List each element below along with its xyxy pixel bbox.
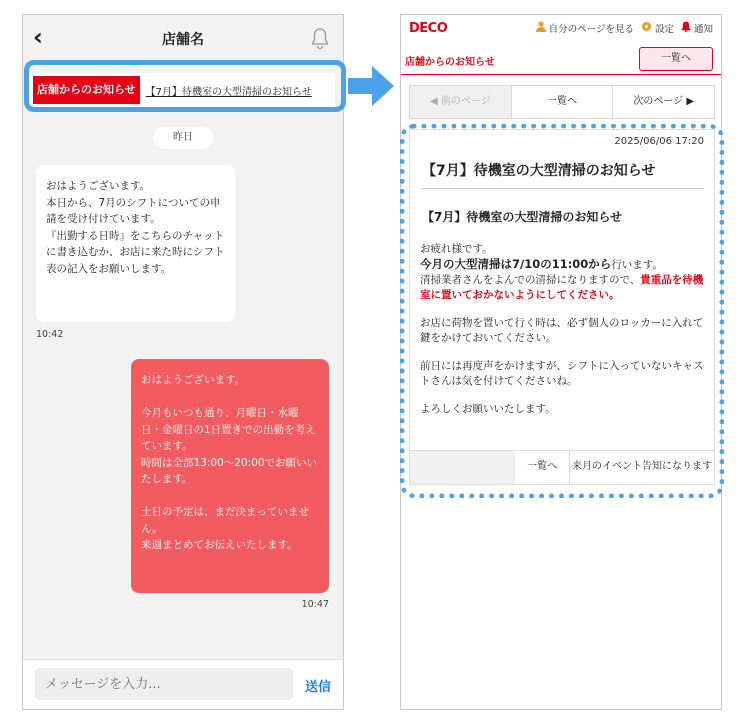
- incoming-message: おはようございます。 本日から、7月のシフトについての申請を受け付けています。 『出勤する日時』をこちらのチャットに書き込むか、お店に来た時にシフト表の記入をお願いします。: [36, 165, 235, 322]
- warning-text: 貴重品を待機室に置いておかないようにしてください。: [420, 274, 704, 301]
- arrow-icon: [348, 66, 394, 110]
- section-title: 店舗からのお知らせ: [405, 57, 495, 68]
- user-icon: [536, 21, 546, 35]
- date-chip: 昨日: [153, 127, 213, 149]
- notify-link[interactable]: 通知: [693, 24, 713, 35]
- back-icon[interactable]: ‹: [33, 23, 43, 51]
- chat-header: [23, 15, 343, 63]
- emphasis-text: 今月の大型清掃は7/10の11:00から: [420, 257, 612, 271]
- outgoing-time: 10:47: [301, 599, 329, 610]
- top-bar: [401, 15, 721, 45]
- chat-screen: [22, 14, 344, 710]
- article-datetime: 2025/06/06 17:20: [614, 136, 704, 147]
- send-button[interactable]: 送信: [304, 680, 331, 695]
- paragraph-2: お店に荷物を置いて行く時は、必ず個人のロッカーに入れて鍵をかけておいてください。: [420, 317, 704, 344]
- paragraph-3: 前日には再度声をかけますが、シフトに入っていないキャストさんは気を付けてくださいね。: [420, 360, 704, 387]
- message-composer: [23, 659, 343, 709]
- highlight-frame: [24, 60, 346, 112]
- notice-tag: 店舗からのお知らせ: [33, 76, 140, 104]
- outgoing-message: おはようございます。 今月もいつも通り、月曜日・水曜日・金曜日の1日置きでの出勤を考えています。 時間は全部13:00〜20:00でお願いいたします。 土日の予定は、まだ決まっていません。 来週まとめてお伝えいたします。: [131, 359, 329, 593]
- message-input[interactable]: [35, 668, 293, 700]
- pager: [409, 85, 715, 119]
- body-text: 清掃業者さんをよんでの清掃になりますので、: [420, 274, 641, 286]
- article-title: 【7月】待機室の大型清掃のお知らせ: [422, 163, 656, 179]
- footer-list-button[interactable]: 一覧へ: [515, 451, 570, 484]
- pager-list-button[interactable]: 一覧へ: [512, 86, 614, 118]
- notice-link[interactable]: 【7月】待機室の大型清掃のお知らせ: [145, 86, 312, 98]
- body-text: 行います。: [611, 259, 663, 271]
- mypage-link[interactable]: 自分のページを見る: [548, 24, 634, 35]
- top-nav: [536, 21, 713, 35]
- bell-icon: [681, 21, 691, 35]
- list-button[interactable]: 一覧へ: [639, 47, 713, 71]
- paragraph-4: よろしくお願いいたします。: [420, 403, 556, 415]
- footer-next-link[interactable]: 来月のイベント告知になります: [572, 461, 712, 472]
- article-subtitle: 【7月】待機室の大型清掃のお知らせ: [422, 210, 622, 224]
- section-bar: [401, 45, 721, 75]
- incoming-time: 10:42: [36, 329, 64, 340]
- gear-icon: [641, 21, 652, 35]
- deco-logo[interactable]: DECO: [409, 21, 448, 36]
- highlight-frame-dotted: [400, 124, 724, 498]
- next-page-button[interactable]: 次のページ ▶: [633, 96, 695, 107]
- greeting-text: お疲れ様です。: [420, 243, 493, 255]
- prev-page-button[interactable]: ◀ 前のページ: [410, 86, 512, 118]
- settings-link[interactable]: 設定: [654, 24, 674, 35]
- bell-icon[interactable]: [311, 27, 329, 53]
- page-title: 店舗名: [162, 32, 204, 48]
